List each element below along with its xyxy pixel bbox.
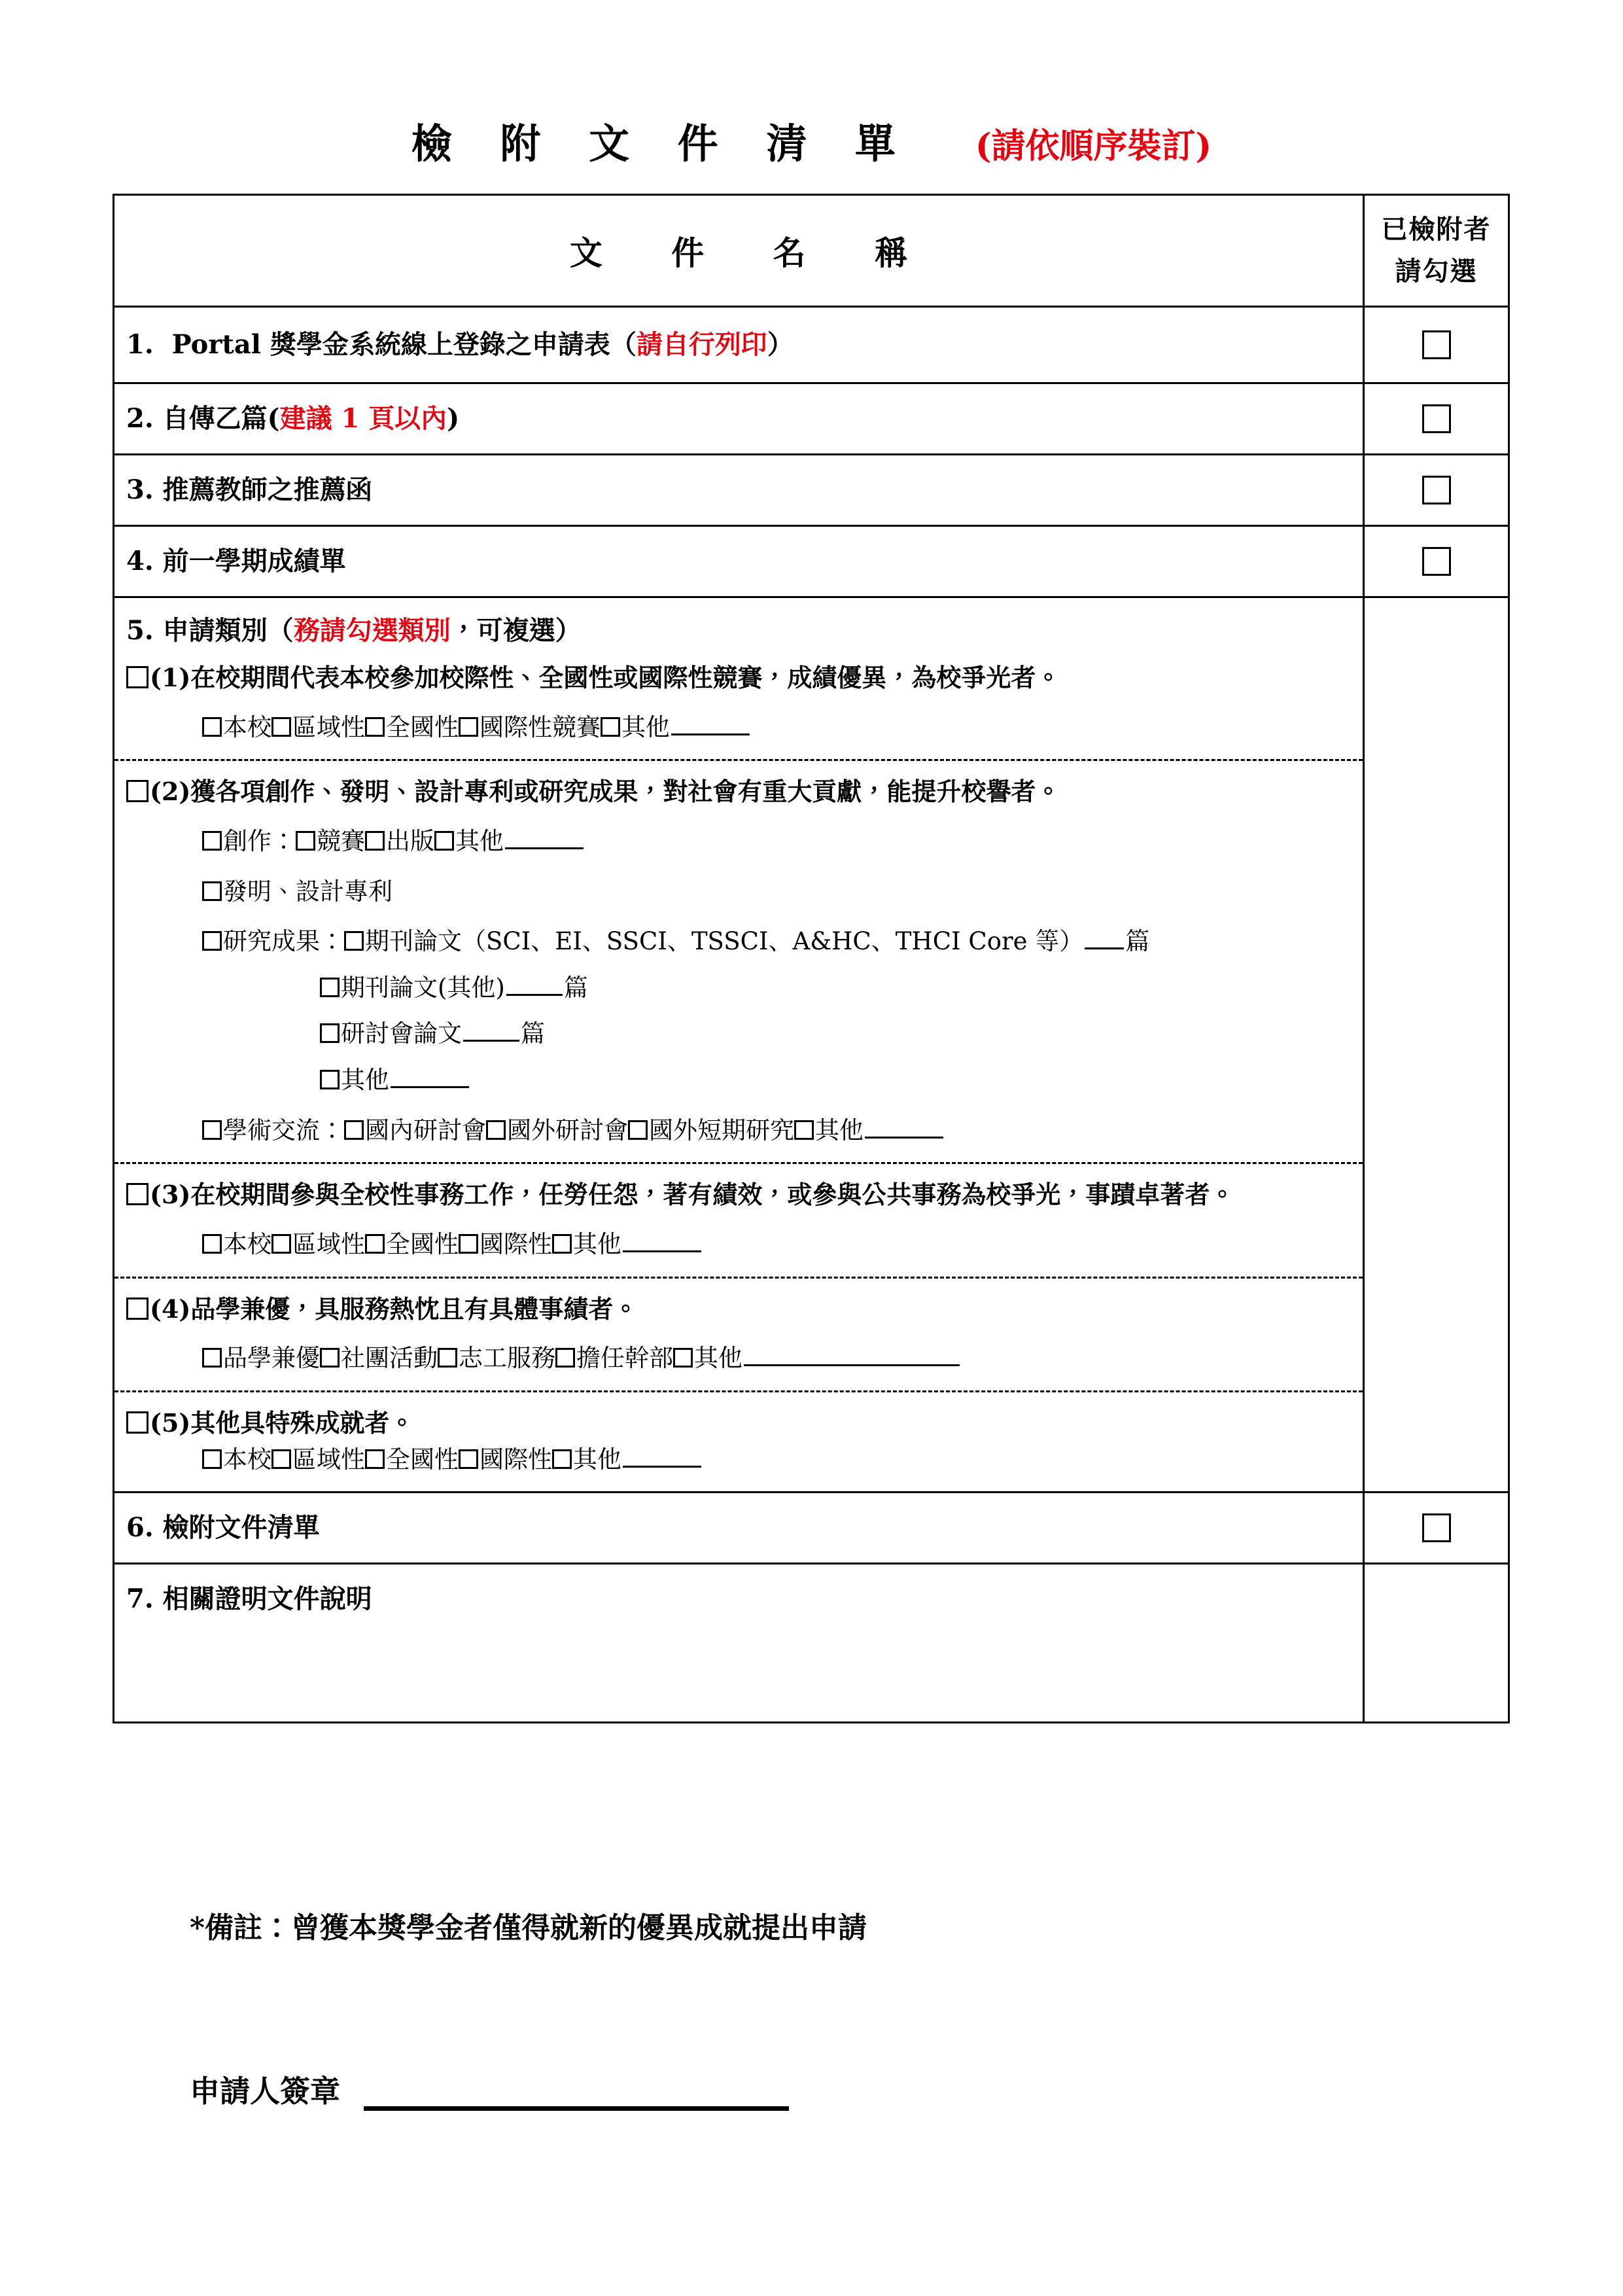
row-3-name-cell xyxy=(114,455,1363,525)
checkbox-sub4-opt-4[interactable] xyxy=(673,1348,693,1368)
signature-label: 申請人簽章 xyxy=(190,2074,340,2109)
checkbox-sub2-research-other[interactable] xyxy=(320,1070,340,1089)
subitem-5-title: (5)其他具特殊成就者。 xyxy=(150,1407,415,1438)
row-6-name-cell xyxy=(114,1493,1363,1563)
checkbox-sub2-exchange-opt-3[interactable] xyxy=(794,1120,814,1140)
checkbox-sub3-opt-1[interactable] xyxy=(271,1234,291,1254)
header-cell-document-name xyxy=(114,196,1363,306)
subitem-3-title: (3)在校期間參與全校性事務工作，任勞任怨，著有績效，或參與公共事務為校爭光，事蹟卓著者。 xyxy=(150,1180,1235,1210)
row-4-text: 4. 前一學期成績單 xyxy=(126,546,346,576)
checkbox-sub2-research[interactable] xyxy=(202,931,222,951)
subitem-3-title-line xyxy=(126,1178,1351,1212)
sub4-other-blank[interactable] xyxy=(744,1345,960,1366)
checkbox-subitem-4[interactable] xyxy=(126,1298,148,1320)
signature-block xyxy=(190,2068,789,2111)
row-1-name-cell xyxy=(114,308,1363,382)
checkbox-sub2-patent[interactable] xyxy=(202,881,222,901)
checkbox-sub2-creation[interactable] xyxy=(202,831,222,851)
sub1-opt-2-label: 全國性 xyxy=(386,713,459,741)
sub1-opt-1-label: 區域性 xyxy=(292,713,365,741)
sub2-journal-indexed-unit: 篇 xyxy=(1125,927,1150,956)
row-1-text-red: 請自行列印 xyxy=(636,329,767,360)
row-5-heading-suffix: ，可複選） xyxy=(450,615,582,646)
checkbox-sub2-creation-opt-0[interactable] xyxy=(296,831,315,851)
checkbox-sub4-opt-3[interactable] xyxy=(555,1348,575,1368)
table-row xyxy=(114,308,1508,384)
checkbox-sub5-opt-2[interactable] xyxy=(365,1449,385,1469)
sub4-opt-2-label: 志工服務 xyxy=(459,1344,555,1373)
row-1-check-cell[interactable] xyxy=(1363,308,1508,382)
row-5-heading xyxy=(114,598,1363,656)
checkbox-sub3-opt-3[interactable] xyxy=(459,1234,478,1254)
row-6-text: 6. 檢附文件清單 xyxy=(126,1512,320,1544)
subitem-1-title-line xyxy=(126,662,1351,695)
sub2-conference-paper-label: 研討會論文 xyxy=(341,1019,462,1048)
row-1-text-main: 1. Portal 獎學金系統線上登錄之申請表（ xyxy=(126,329,637,360)
sub2-research-other-blank[interactable] xyxy=(391,1067,469,1088)
subitem-1 xyxy=(114,656,1363,759)
sub2-journal-other-label: 期刊論文(其他) xyxy=(341,973,505,1002)
row-4-check-cell[interactable] xyxy=(1363,527,1508,596)
sub5-opt-4-label: 其他 xyxy=(573,1445,621,1474)
sub2-exchange-other-blank[interactable] xyxy=(865,1117,943,1139)
sub3-opt-0-label: 本校 xyxy=(223,1229,271,1258)
checkbox-sub1-opt-3[interactable] xyxy=(459,717,478,737)
sub2-line-journal-other xyxy=(126,971,1351,1006)
sub2-creation-opt-1-label: 出版 xyxy=(386,827,434,856)
sub2-exchange-opt-2-label: 國外短期研究 xyxy=(649,1116,794,1144)
sub1-opt-0-label: 本校 xyxy=(223,713,271,741)
checkbox-sub2-conference-paper[interactable] xyxy=(320,1023,340,1043)
sub2-journal-other-count-blank[interactable] xyxy=(506,974,563,996)
subitem-4-title-line xyxy=(126,1293,1351,1326)
header-document-name-label: 文 件 名 稱 xyxy=(569,234,937,272)
title-note-text: (請依順序裝訂) xyxy=(975,126,1212,166)
checkbox-sub5-opt-4[interactable] xyxy=(552,1449,572,1469)
row-3-check-cell[interactable] xyxy=(1363,455,1508,525)
sub2-journal-other-unit: 篇 xyxy=(563,973,588,1002)
checkbox-sub3-opt-0[interactable] xyxy=(202,1234,222,1254)
row-2-text xyxy=(114,384,1363,453)
sub2-exchange-label: 學術交流： xyxy=(223,1116,344,1144)
checkbox-sub2-journal-indexed[interactable] xyxy=(344,931,364,951)
row-5-check-cell xyxy=(1363,598,1508,1491)
checkbox-sub4-opt-1[interactable] xyxy=(320,1348,340,1368)
sub2-line-academic-exchange xyxy=(126,1114,1351,1148)
signature-line[interactable] xyxy=(364,2098,789,2111)
table-header-row xyxy=(114,196,1508,308)
row-7-check-cell xyxy=(1363,1564,1508,1722)
table-row xyxy=(114,1493,1508,1564)
row-1-text xyxy=(114,308,1363,382)
sub3-opt-4-label: 其他 xyxy=(573,1229,621,1258)
subitem-4 xyxy=(114,1277,1363,1390)
page-title xyxy=(0,111,1623,169)
subitem-3 xyxy=(114,1162,1363,1276)
checkbox-sub2-journal-other[interactable] xyxy=(320,978,340,997)
sub2-journal-indexed-count-blank[interactable] xyxy=(1085,928,1124,949)
subitem-4-options xyxy=(126,1341,1351,1376)
checkbox-sub2-exchange-opt-1[interactable] xyxy=(486,1120,506,1140)
sub4-opt-3-label: 擔任幹部 xyxy=(576,1344,673,1373)
sub2-line-creation xyxy=(126,824,1351,859)
subitem-3-options xyxy=(126,1227,1351,1262)
row-5-heading-prefix: 5. 申請類別（ xyxy=(126,615,294,646)
table-row xyxy=(114,384,1508,455)
sub5-opt-3-label: 國際性 xyxy=(480,1445,552,1474)
checkbox-sub3-opt-4[interactable] xyxy=(552,1234,572,1254)
remark-note: *備註：曾獲本獎學金者僅得就新的優異成就提出申請 xyxy=(190,1911,867,1945)
sub2-creation-opt-2-label: 其他 xyxy=(455,827,504,856)
checkbox-sub5-opt-0[interactable] xyxy=(202,1449,222,1469)
sub4-opt-1-label: 社團活動 xyxy=(341,1344,438,1373)
sub5-opt-0-label: 本校 xyxy=(223,1445,271,1474)
row-2-check-cell[interactable] xyxy=(1363,384,1508,453)
checkbox-subitem-3[interactable] xyxy=(126,1183,148,1205)
row-2-name-cell xyxy=(114,384,1363,453)
sub2-creation-other-blank[interactable] xyxy=(505,828,584,849)
sub2-line-research-other xyxy=(126,1063,1351,1098)
checkbox-row-4[interactable] xyxy=(1422,547,1451,576)
checkbox-sub1-opt-1[interactable] xyxy=(271,717,291,737)
checkbox-sub2-creation-opt-2[interactable] xyxy=(434,831,454,851)
checkbox-sub2-exchange-opt-0[interactable] xyxy=(344,1120,364,1140)
header-checked-line1: 已檢附者 xyxy=(1381,214,1492,245)
checkbox-sub4-opt-2[interactable] xyxy=(438,1348,457,1368)
checkbox-row-6[interactable] xyxy=(1422,1513,1451,1542)
sub2-line-research xyxy=(126,925,1351,959)
checkbox-sub4-opt-0[interactable] xyxy=(202,1348,222,1368)
table-row xyxy=(114,455,1508,527)
sub1-other-blank[interactable] xyxy=(671,714,750,735)
checkbox-row-1[interactable] xyxy=(1422,330,1451,359)
row-4-name-cell xyxy=(114,527,1363,596)
checkbox-subitem-1[interactable] xyxy=(126,666,148,688)
subitem-2-title: (2)獲各項創作、發明、設計專利或研究成果，對社會有重大貢獻，能提升校譽者。 xyxy=(150,777,1061,807)
sub2-exchange-opt-1-label: 國外研討會 xyxy=(507,1116,628,1144)
subitem-5-options xyxy=(126,1443,1351,1477)
sub5-opt-1-label: 區域性 xyxy=(292,1445,365,1474)
subitem-2-title-line xyxy=(126,775,1351,809)
subitem-4-title: (4)品學兼優，具服務熱忱且有具體事績者。 xyxy=(150,1294,638,1324)
sub4-opt-0-label: 品學兼優 xyxy=(223,1344,320,1373)
sub2-creation-label: 創作： xyxy=(223,827,296,856)
sub2-research-label: 研究成果： xyxy=(223,927,344,956)
sub1-opt-3-label: 國際性競賽 xyxy=(480,713,601,741)
checkbox-subitem-5[interactable] xyxy=(126,1411,148,1434)
sub3-opt-3-label: 國際性 xyxy=(480,1229,552,1258)
checkbox-sub1-opt-0[interactable] xyxy=(202,717,222,737)
sub2-exchange-opt-3-label: 其他 xyxy=(815,1116,864,1144)
checkbox-row-2[interactable] xyxy=(1422,404,1451,433)
header-cell-checked xyxy=(1363,196,1508,306)
row-2-text-after: ) xyxy=(447,403,460,434)
checkbox-sub1-opt-2[interactable] xyxy=(365,717,385,737)
sub3-opt-2-label: 全國性 xyxy=(386,1229,459,1258)
row-6-check-cell[interactable] xyxy=(1363,1493,1508,1563)
subitem-5-title-line xyxy=(126,1407,1351,1440)
row-2-text-red: 建議 1 頁以內 xyxy=(279,403,447,434)
row-3-text: 3. 推薦教師之推薦函 xyxy=(126,474,372,505)
sub2-research-other-label: 其他 xyxy=(341,1066,389,1094)
row-7-text: 7. 相關證明文件說明 xyxy=(126,1583,372,1615)
sub5-other-blank[interactable] xyxy=(623,1446,701,1468)
checkbox-subitem-2[interactable] xyxy=(126,780,148,802)
table-row xyxy=(114,527,1508,598)
row-5-name-cell xyxy=(114,598,1363,1491)
sub2-exchange-opt-0-label: 國內研討會 xyxy=(365,1116,486,1144)
sub2-conference-paper-unit: 篇 xyxy=(521,1019,545,1048)
sub5-opt-2-label: 全國性 xyxy=(386,1445,459,1474)
checkbox-sub2-exchange[interactable] xyxy=(202,1120,222,1140)
sub2-journal-indexed-label: 期刊論文（SCI、EI、SSCI、TSSCI、A&HC、THCI Core 等） xyxy=(365,927,1084,956)
checkbox-sub2-exchange-opt-2[interactable] xyxy=(628,1120,648,1140)
sub2-line-patent xyxy=(126,875,1351,910)
checklist-table xyxy=(113,194,1510,1723)
sub2-conference-paper-count-blank[interactable] xyxy=(463,1020,519,1042)
checkbox-sub5-opt-3[interactable] xyxy=(459,1449,478,1469)
table-row-application-categories xyxy=(114,598,1508,1493)
row-7-name-cell xyxy=(114,1564,1363,1722)
row-5-heading-red: 務請勾選類別 xyxy=(293,615,451,646)
sub1-opt-4-label: 其他 xyxy=(621,713,670,741)
checkbox-row-3[interactable] xyxy=(1422,476,1451,504)
checkbox-sub2-creation-opt-1[interactable] xyxy=(365,831,385,851)
sub3-opt-1-label: 區域性 xyxy=(292,1229,365,1258)
sub2-creation-opt-0-label: 競賽 xyxy=(317,827,365,856)
checkbox-sub3-opt-2[interactable] xyxy=(365,1234,385,1254)
checkbox-sub5-opt-1[interactable] xyxy=(271,1449,291,1469)
title-main-text: 檢 附 文 件 清 單 xyxy=(411,120,913,168)
subitem-1-title: (1)在校期間代表本校參加校際性、全國性或國際性競賽，成績優異，為校爭光者。 xyxy=(150,663,1061,692)
checkbox-sub1-opt-4[interactable] xyxy=(601,717,620,737)
subitem-2 xyxy=(114,759,1363,1162)
header-checked-line2: 請勾選 xyxy=(1395,256,1478,287)
row-2-text-main: 2. 自傳乙篇( xyxy=(126,403,280,434)
subitem-1-options xyxy=(126,711,1351,745)
sub3-other-blank[interactable] xyxy=(623,1231,701,1252)
table-row xyxy=(114,1564,1508,1722)
sub2-line-conference-paper xyxy=(126,1017,1351,1051)
subitem-5 xyxy=(114,1390,1363,1491)
sub4-opt-4-label: 其他 xyxy=(694,1344,742,1373)
row-1-text-after: ） xyxy=(767,329,794,360)
sub2-patent-label: 發明、設計專利 xyxy=(223,877,393,906)
